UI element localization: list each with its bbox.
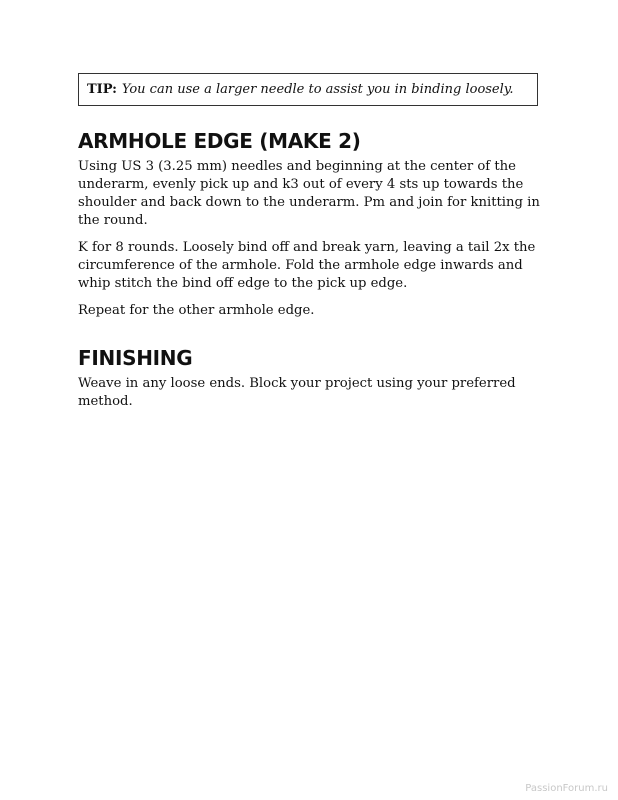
watermark: PassionForum.ru bbox=[525, 783, 608, 794]
armhole-edge-section bbox=[78, 128, 548, 329]
tip-box bbox=[78, 73, 538, 106]
armhole-paragraph-1: Using US 3 (3.25 mm) needles and beginning at the center of the underarm, evenly pick up and k3 out of every 4 sts up towards the shoulder and back down to the underarm. Pm and join for knitting in the round. bbox=[78, 159, 540, 228]
armhole-edge-heading: ARMHOLE EDGE (MAKE 2) bbox=[78, 129, 361, 153]
armhole-paragraph-2: K for 8 rounds. Loosely bind off and break yarn, leaving a tail 2x the circumference of the armhole. Fold the armhole edge inwards and whip stitch the bind off edge to the pick up edge. bbox=[78, 240, 536, 291]
tip-label: TIP: bbox=[87, 82, 117, 97]
tip-text: You can use a larger needle to assist you in binding loosely. bbox=[121, 82, 514, 97]
finishing-heading: FINISHING bbox=[78, 346, 193, 370]
armhole-paragraph-3: Repeat for the other armhole edge. bbox=[78, 303, 315, 318]
finishing-section bbox=[78, 345, 548, 420]
finishing-paragraph-1: Weave in any loose ends. Block your project using your preferred method. bbox=[78, 376, 516, 409]
